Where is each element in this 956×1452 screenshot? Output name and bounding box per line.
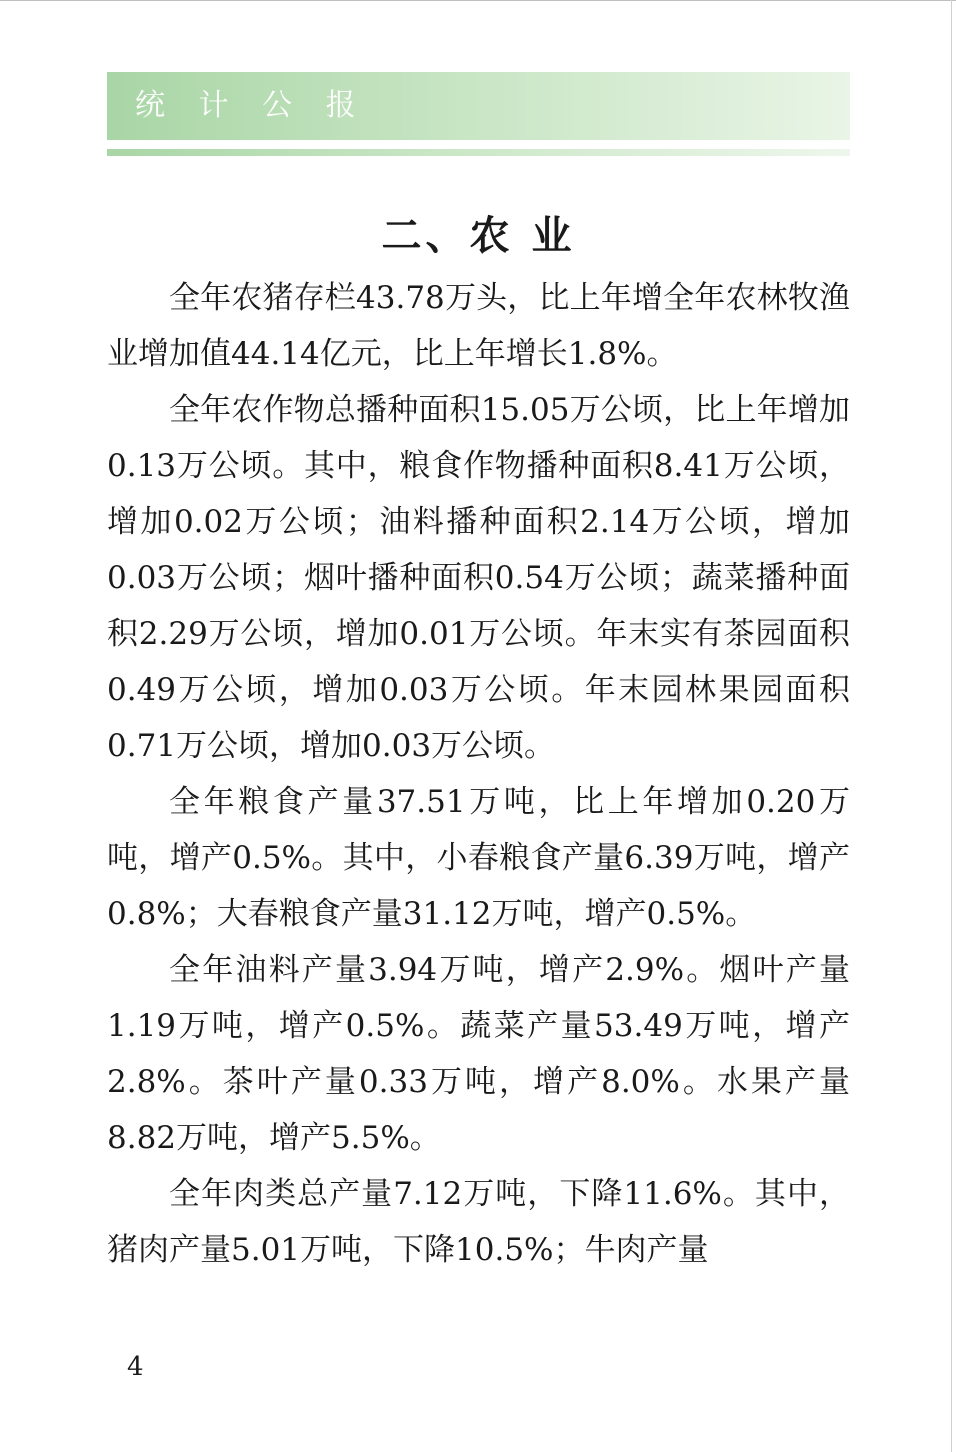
header-divider-rule bbox=[107, 149, 850, 156]
page-right-border bbox=[951, 0, 952, 1452]
running-header-title: 统 计 公 报 bbox=[135, 88, 368, 123]
paragraph: 全年肉类总产量7.12万吨，下降11.6%。其中，猪肉产量5.01万吨，下降10.5%；牛肉产量 bbox=[107, 1176, 850, 1268]
page-number: 4 bbox=[127, 1352, 144, 1382]
paragraph: 全年粮食产量37.51万吨，比上年增加0.20万吨，增产0.5%。其中，小春粮食产量6.39万吨，增产0.8%；大春粮食产量31.12万吨，增产0.5%。 bbox=[107, 784, 850, 932]
running-header-band bbox=[107, 72, 850, 140]
paragraph: 全年农猪存栏43.78万头，比上年增全年农林牧渔业增加值44.14亿元，比上年增长1.8%。 bbox=[107, 280, 850, 372]
section-heading: 二、农 业 bbox=[381, 212, 576, 259]
paragraph: 全年农作物总播种面积15.05万公顷，比上年增加0.13万公顷。其中，粮食作物播种面积8.41万公顷，增加0.02万公顷；油料播种面积2.14万公顷，增加0.03万公顷；烟叶播种面积0.54万公顷；蔬菜播种面积2.29万公顷，增加0.01万公顷。年末实有茶园面积0.49万公顷，增加0.03万公顷。年末园林果园面积0.71万公顷，增加0.03万公顷。 bbox=[107, 392, 850, 764]
page-top-border bbox=[0, 0, 956, 1]
article-body bbox=[107, 270, 850, 1278]
paragraph: 全年油料产量3.94万吨，增产2.9%。烟叶产量1.19万吨，增产0.5%。蔬菜产量53.49万吨，增产2.8%。茶叶产量0.33万吨，增产8.0%。水果产量8.82万吨，增产5.5%。 bbox=[107, 952, 850, 1156]
